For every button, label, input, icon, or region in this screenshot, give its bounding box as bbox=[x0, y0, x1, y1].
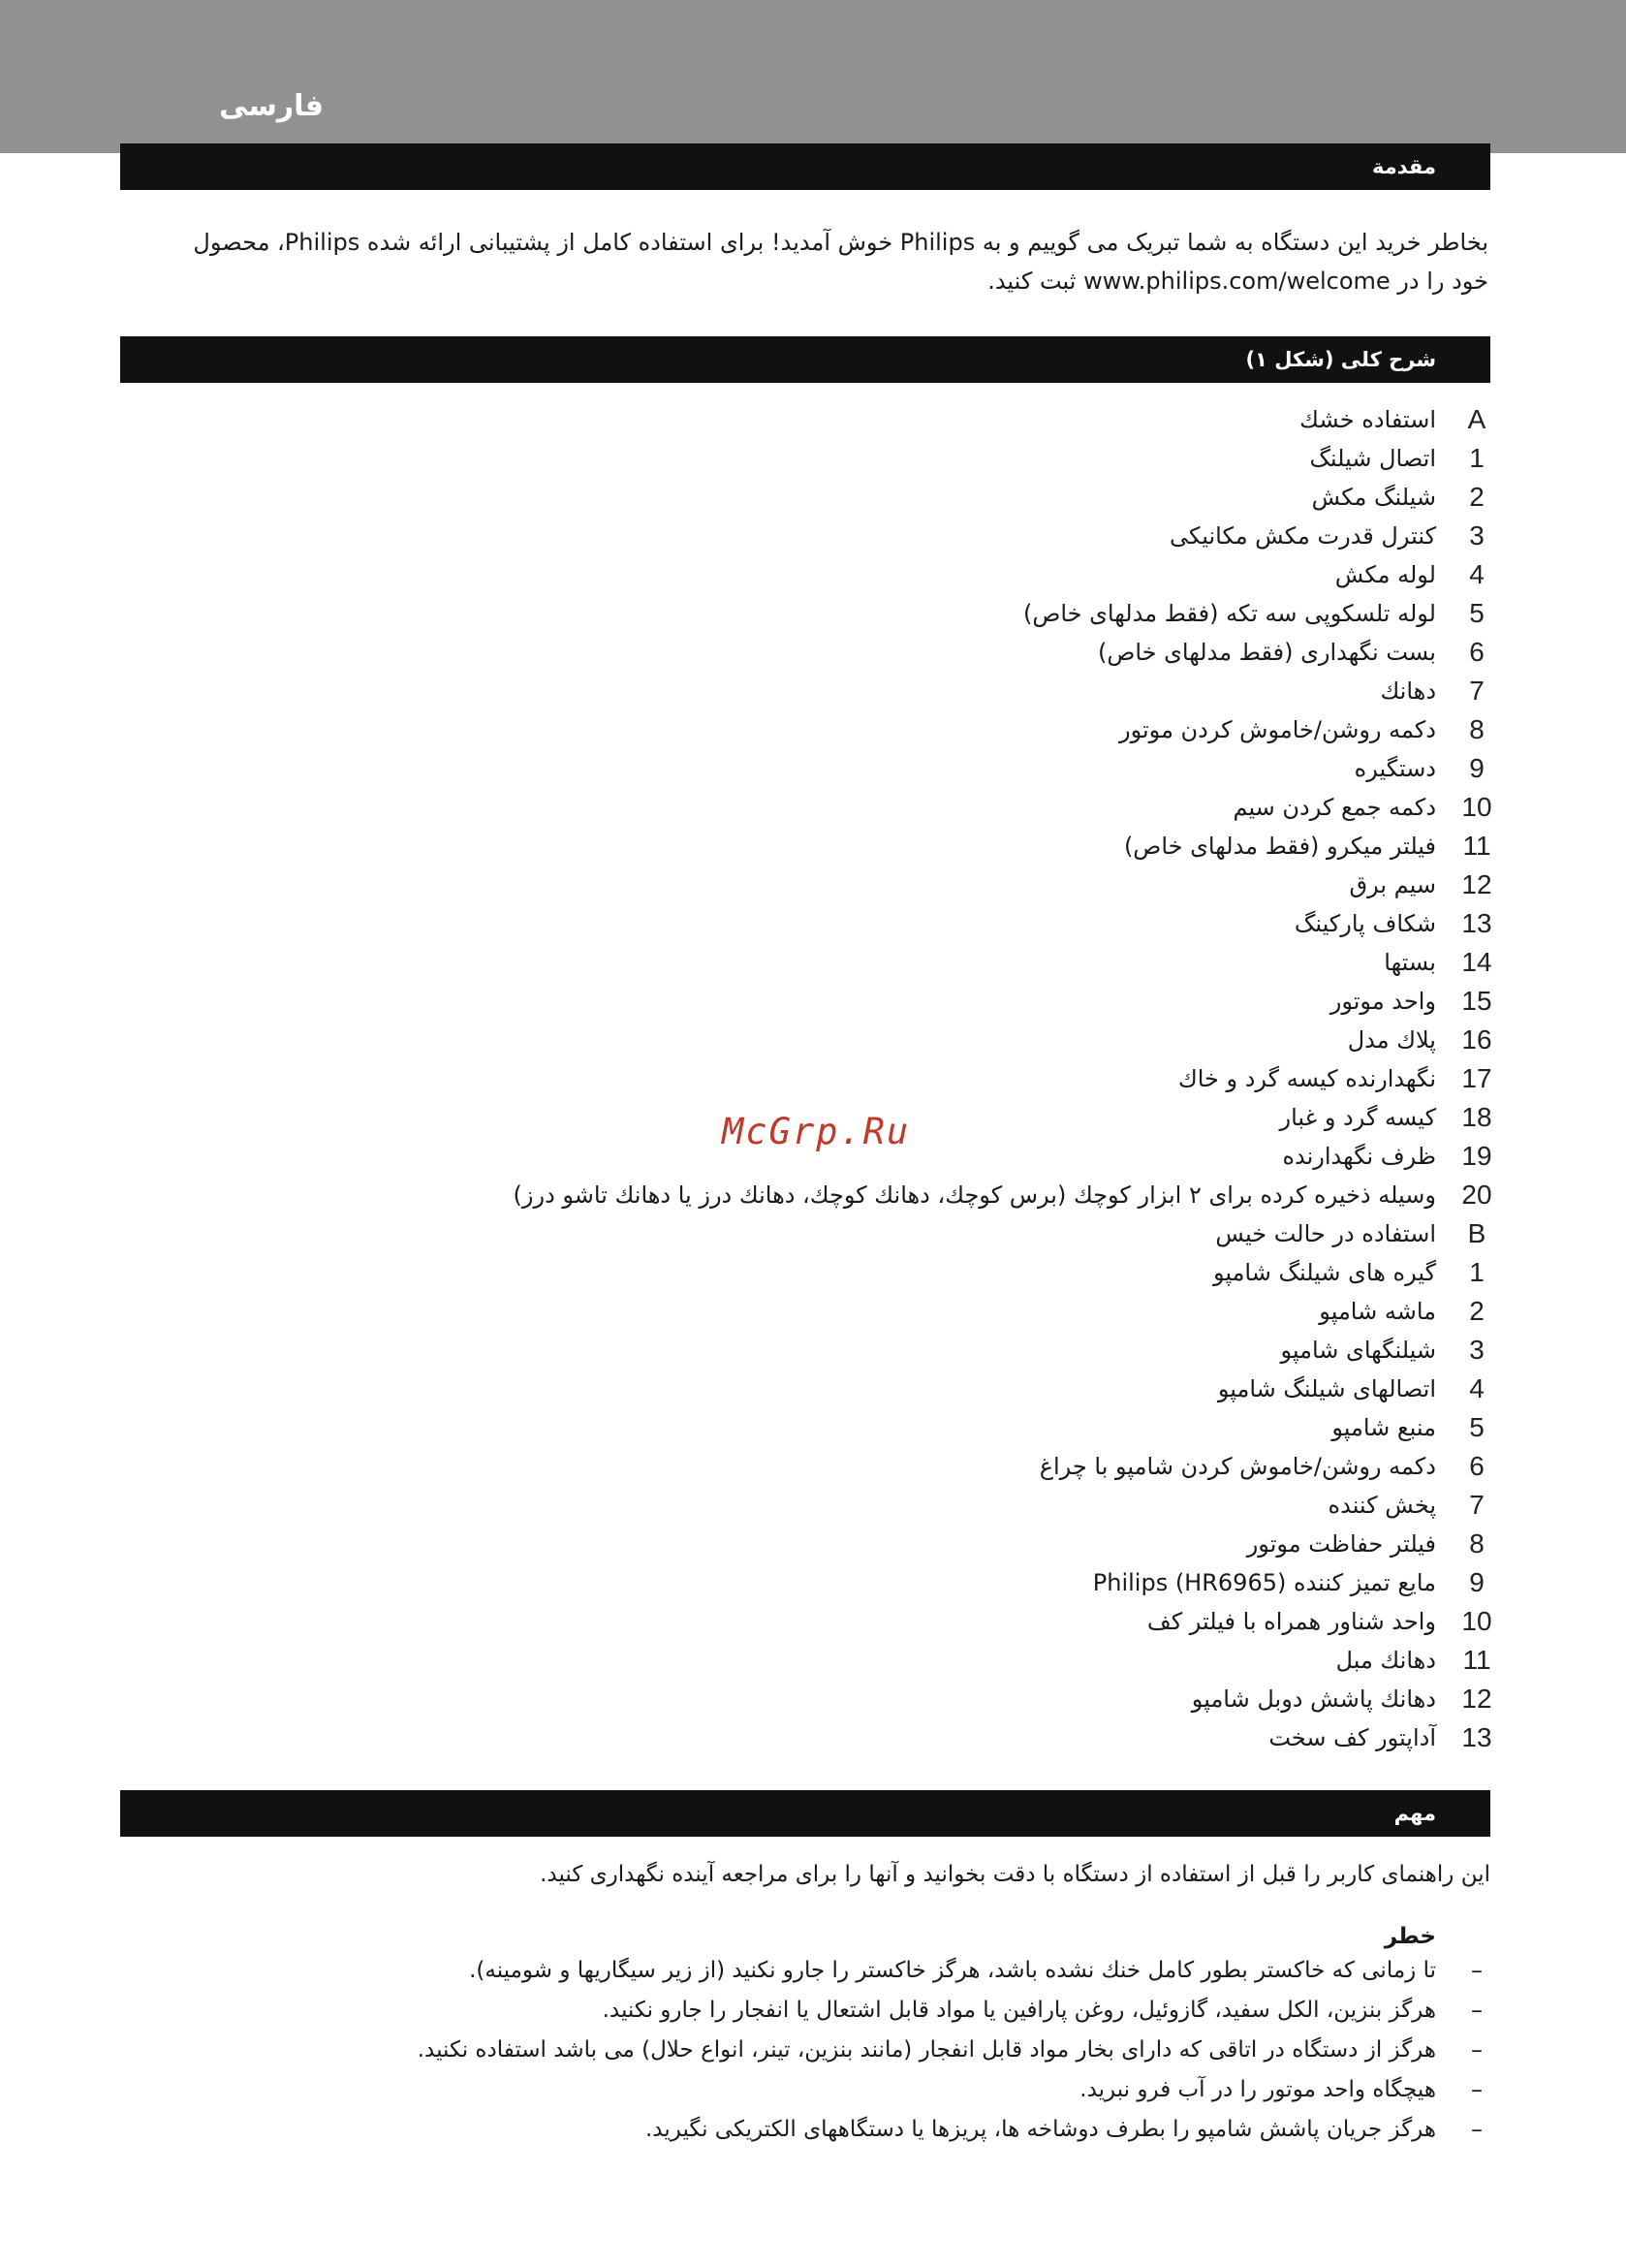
danger-bullet-list bbox=[0, 1951, 1626, 2150]
overview-item-number: B bbox=[1467, 1218, 1486, 1248]
overview-item-number: 7 bbox=[1469, 1490, 1485, 1520]
overview-item-text: لوله مکش bbox=[1334, 561, 1436, 588]
danger-bullet bbox=[0, 2031, 1626, 2070]
bullet-dash: – bbox=[1471, 2076, 1483, 2103]
overview-item bbox=[0, 672, 1626, 710]
overview-item bbox=[0, 517, 1626, 555]
overview-item-number: 19 bbox=[1461, 1141, 1492, 1171]
overview-item-text: ظرف نگهدارنده bbox=[1282, 1143, 1436, 1170]
overview-item-number: 5 bbox=[1469, 598, 1485, 628]
overview-item-text: فیلتر میکرو (فقط مدلهای خاص) bbox=[1123, 833, 1436, 860]
overview-item-text: لوله تلسکوپی سه تکه (فقط مدلهای خاص) bbox=[1022, 600, 1436, 627]
overview-item bbox=[0, 904, 1626, 943]
overview-item bbox=[0, 1718, 1626, 1757]
overview-item bbox=[0, 1525, 1626, 1563]
overview-item bbox=[0, 1214, 1626, 1253]
overview-item-text: فیلتر حفاظت موتور bbox=[1246, 1530, 1436, 1558]
bullet-dash: – bbox=[1471, 2116, 1483, 2143]
bullet-dash: – bbox=[1471, 1997, 1483, 2024]
header-band bbox=[0, 0, 1626, 153]
overview-item bbox=[0, 866, 1626, 904]
section-bar-intro: مقدمة bbox=[120, 143, 1490, 190]
overview-item-number: 11 bbox=[1462, 831, 1491, 861]
overview-item-number: 12 bbox=[1461, 869, 1492, 899]
overview-item-number: 18 bbox=[1461, 1102, 1492, 1132]
overview-item-number: 8 bbox=[1469, 1528, 1485, 1559]
overview-item-text: پخش کننده bbox=[1328, 1492, 1436, 1519]
danger-bullet bbox=[0, 1991, 1626, 2031]
danger-bullet-text: هیچگاه واحد موتور را در آب فرو نبرید. bbox=[1079, 2077, 1436, 2102]
overview-item-text: اتصال شیلنگ bbox=[1309, 445, 1436, 472]
overview-item bbox=[0, 943, 1626, 982]
overview-item-number: 13 bbox=[1461, 1722, 1492, 1752]
overview-item bbox=[0, 1253, 1626, 1292]
overview-item-number: 13 bbox=[1461, 908, 1492, 938]
overview-item-text: پلاك مدل bbox=[1347, 1026, 1436, 1054]
intro-line-1: بخاطر خرید این دستگاه به شما تبریک می گوییم و به Philips خوش آمدید! برای استفاده کامل از پشتیبانی ارائه شده Philips، محصول bbox=[193, 229, 1488, 256]
bullet-dash: – bbox=[1471, 1957, 1483, 1984]
danger-bullet-text: هرگز بنزین، الکل سفید، گازوئیل، روغن پارافین یا مواد قابل اشتعال یا انفجار را جارو نکنید. bbox=[602, 1998, 1436, 2023]
overview-item-text: شکاف پارکینگ bbox=[1294, 910, 1436, 937]
overview-item bbox=[0, 1486, 1626, 1525]
overview-item bbox=[0, 1059, 1626, 1098]
watermark-text: McGrp.Ru bbox=[722, 1111, 911, 1152]
overview-item-number: 11 bbox=[1462, 1645, 1491, 1675]
overview-item bbox=[0, 1370, 1626, 1408]
overview-item-text: دستگیره bbox=[1354, 755, 1436, 782]
bullet-dash: – bbox=[1471, 2036, 1483, 2063]
overview-item bbox=[0, 1641, 1626, 1680]
overview-item-number: 7 bbox=[1469, 676, 1485, 706]
overview-item-text: اتصالهای شیلنگ شامپو bbox=[1217, 1375, 1436, 1402]
overview-item-text: شیلنگ مکش bbox=[1311, 484, 1436, 511]
overview-item-number: 17 bbox=[1461, 1063, 1492, 1093]
overview-item-number: 6 bbox=[1469, 637, 1485, 667]
overview-item bbox=[0, 1447, 1626, 1486]
overview-item-number: 2 bbox=[1469, 482, 1485, 512]
overview-item bbox=[0, 478, 1626, 517]
overview-item-number: 1 bbox=[1469, 443, 1485, 473]
overview-item-number: 4 bbox=[1469, 559, 1485, 589]
overview-item-number: A bbox=[1467, 404, 1486, 434]
overview-item-text: مایع تمیز کننده Philips (HR6965) bbox=[1092, 1569, 1436, 1596]
overview-item bbox=[0, 982, 1626, 1021]
overview-item bbox=[0, 1680, 1626, 1718]
overview-item-text: منبع شامپو bbox=[1331, 1414, 1436, 1441]
overview-item bbox=[0, 788, 1626, 827]
overview-item-number: 4 bbox=[1469, 1373, 1485, 1403]
danger-bullet bbox=[0, 2110, 1626, 2150]
overview-item-text: دکمه روشن/خاموش کردن شامپو با چراغ bbox=[1039, 1453, 1436, 1480]
overview-item-text: شیلنگهای شامپو bbox=[1280, 1337, 1436, 1364]
overview-item-number: 5 bbox=[1469, 1412, 1485, 1442]
overview-item bbox=[0, 633, 1626, 672]
overview-item bbox=[0, 1602, 1626, 1641]
language-label: فارسی bbox=[219, 89, 325, 123]
overview-item-text: وسیله ذخیره کرده برای ۲ ابزار کوچك (برس کوچك، دهانك کوچك، دهانك درز یا دهانك تاشو درز) bbox=[513, 1181, 1436, 1209]
overview-item-number: 20 bbox=[1461, 1180, 1492, 1210]
danger-bullet-text: هرگز جریان پاشش شامپو را بطرف دوشاخه ها، پریزها یا دستگاههای الکتریکی نگیرید. bbox=[644, 2117, 1436, 2142]
danger-bullet-text: تا زمانی که خاکستر بطور کامل خنك نشده باشد، هرگز خاکستر را جارو نکنید (از زیر سیگاریها و شومینه). bbox=[469, 1958, 1436, 1983]
overview-item bbox=[0, 749, 1626, 788]
overview-item-number: 10 bbox=[1461, 1606, 1492, 1636]
overview-item-text: دکمه روشن/خاموش کردن موتور bbox=[1119, 716, 1436, 743]
intro-paragraph bbox=[163, 223, 1488, 300]
section-bar-important: مهم bbox=[120, 1790, 1490, 1837]
overview-item-text: سیم برق bbox=[1349, 871, 1436, 898]
danger-bullet-text: هرگز از دستگاه در اتاقی که دارای بخار مواد قابل انفجار (مانند بنزین، تینر، انواع حلال) می باشد استفاده نکنید. bbox=[417, 2037, 1436, 2063]
overview-item bbox=[0, 594, 1626, 633]
overview-item bbox=[0, 1563, 1626, 1602]
overview-item bbox=[0, 1331, 1626, 1370]
overview-item-number: 12 bbox=[1461, 1684, 1492, 1714]
danger-bullet bbox=[0, 2070, 1626, 2110]
overview-item-text: استفاده خشك bbox=[1299, 406, 1436, 433]
overview-item-number: 1 bbox=[1469, 1257, 1485, 1287]
overview-item-number: 3 bbox=[1469, 520, 1485, 551]
overview-item-text: کنترل قدرت مکش مکانیکی bbox=[1169, 522, 1436, 550]
overview-item-text: نگهدارنده کیسه گرد و خاك bbox=[1177, 1065, 1436, 1092]
overview-list bbox=[0, 400, 1626, 1757]
overview-item-text: آداپتور کف سخت bbox=[1268, 1724, 1436, 1751]
overview-item bbox=[0, 400, 1626, 439]
overview-item-text: استفاده در حالت خیس bbox=[1215, 1220, 1436, 1247]
overview-item-text: بستها bbox=[1384, 949, 1436, 976]
overview-item-number: 8 bbox=[1469, 714, 1485, 744]
overview-item-text: دهانك bbox=[1380, 677, 1436, 705]
overview-item-number: 14 bbox=[1461, 947, 1492, 977]
overview-item bbox=[0, 1021, 1626, 1059]
overview-item-text: ماشه شامپو bbox=[1319, 1298, 1436, 1325]
overview-item-text: کیسه گرد و غبار bbox=[1279, 1104, 1436, 1131]
overview-item-number: 3 bbox=[1469, 1335, 1485, 1365]
overview-item bbox=[0, 1292, 1626, 1331]
overview-item bbox=[0, 439, 1626, 478]
overview-item-text: گیره های شیلنگ شامپو bbox=[1212, 1259, 1436, 1286]
overview-item bbox=[0, 1408, 1626, 1447]
overview-item-number: 2 bbox=[1469, 1296, 1485, 1326]
overview-item bbox=[0, 555, 1626, 594]
overview-item-text: دهانك مبل bbox=[1335, 1647, 1436, 1674]
overview-item-text: واحد شناور همراه با فیلتر کف bbox=[1146, 1608, 1436, 1635]
overview-item bbox=[0, 1176, 1626, 1214]
overview-item-number: 10 bbox=[1461, 792, 1492, 822]
section-bar-overview: شرح کلی (شکل ۱) bbox=[120, 336, 1490, 383]
important-paragraph: این راهنمای کاربر را قبل از استفاده از دستگاه با دقت بخوانید و آنها را برای مراجعه آینده نگهداری کنید. bbox=[540, 1862, 1490, 1887]
overview-item bbox=[0, 827, 1626, 866]
overview-item-text: دهانك پاشش دوبل شامپو bbox=[1191, 1685, 1436, 1713]
overview-item-text: بست نگهداری (فقط مدلهای خاص) bbox=[1097, 639, 1436, 666]
overview-item-number: 15 bbox=[1461, 986, 1492, 1016]
overview-item-number: 9 bbox=[1469, 1567, 1485, 1597]
danger-heading: خطر bbox=[1384, 1924, 1436, 1949]
overview-item-number: 16 bbox=[1461, 1024, 1492, 1055]
overview-item-text: دکمه جمع کردن سیم bbox=[1233, 794, 1436, 821]
overview-item-text: واحد موتور bbox=[1329, 988, 1436, 1015]
intro-line-2: خود را در www.philips.com/welcome ثبت کنید. bbox=[987, 268, 1488, 295]
overview-item bbox=[0, 710, 1626, 749]
overview-item-number: 6 bbox=[1469, 1451, 1485, 1481]
danger-bullet bbox=[0, 1951, 1626, 1991]
overview-item-number: 9 bbox=[1469, 753, 1485, 783]
